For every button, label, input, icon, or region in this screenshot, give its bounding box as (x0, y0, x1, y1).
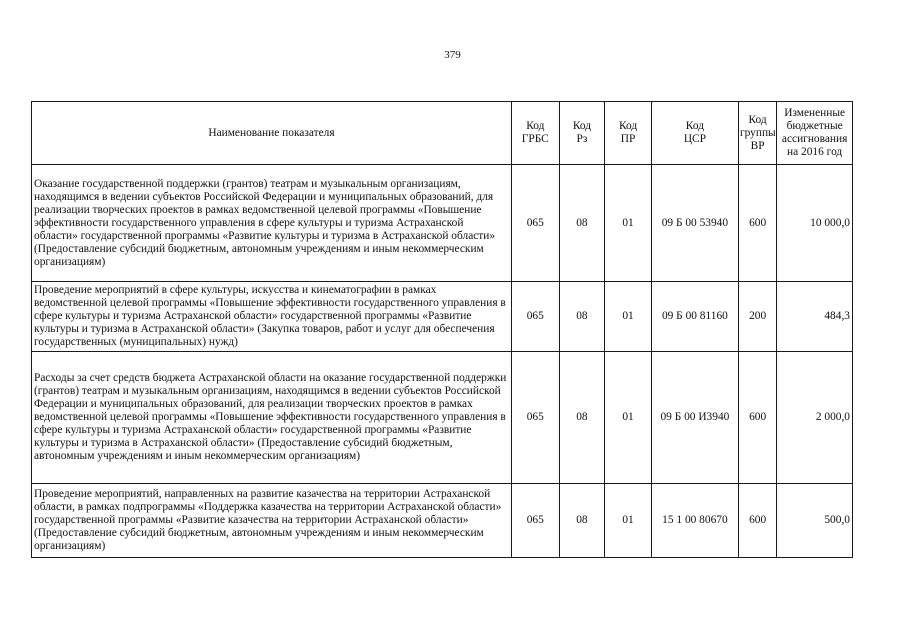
header-pr-code: Код ПР (605, 102, 652, 165)
row-pr-code: 01 (605, 352, 652, 484)
row-grbs-code: 065 (511, 352, 559, 484)
row-csr-code: 09 Б 00 53940 (651, 165, 738, 282)
row-rz-code: 08 (559, 352, 605, 484)
table-row (32, 352, 853, 484)
table-row (32, 282, 853, 352)
row-csr-code: 09 Б 00 81160 (651, 282, 738, 352)
row-indicator-name: Проведение мероприятий в сфере культуры, искусства и кинематографии в рамках ведомственной целевой программы «Повышение эффективности государственного управления в сфере культуры и туризма Астраханской области» государственной программы «Развитие культуры и туризма в Астраханской области» (Закупка товаров, работ и услуг для обеспечения государственных (муниципальных) нужд) (32, 282, 512, 352)
row-indicator-name: Оказание государственной поддержки (грантов) театрам и музыкальным организациям, находящимся в ведении субъектов Российской Федерации и муниципальных образований, для реализации творческих проектов в рамках ведомственной целевой программы «Повышение эффективности государственного управления в сфере культуры и туризма Астраханской области» государственной программы «Развитие культуры и туризма в Астраханской области» (Предоставление субсидий бюджетным, автономным учреждениям и иным некоммерческим организациям) (32, 165, 512, 282)
row-vr-code: 600 (738, 352, 776, 484)
row-csr-code: 15 1 00 80670 (651, 484, 738, 558)
header-indicator-name: Наименование показателя (32, 102, 512, 165)
row-indicator-name: Расходы за счет средств бюджета Астраханской области на оказание государственной поддержки (грантов) театрам и музыкальным организациям, находящимся в ведении субъектов Российской Федерации и муниципальных образований, для реализации творческих проектов в рамках ведомственной целевой программы «Повышение эффективности государственного управления в сфере культуры и туризма Астраханской области» государственной программы «Развитие культуры и туризма в Астраханской области» (Предоставление субсидий бюджетным, автономным учреждениям и иным некоммерческим организациям) (32, 352, 512, 484)
row-csr-code: 09 Б 00 И3940 (651, 352, 738, 484)
table-row (32, 165, 853, 282)
budget-allocations-table (31, 101, 853, 558)
row-vr-code: 600 (738, 484, 776, 558)
row-pr-code: 01 (605, 282, 652, 352)
row-allocation-amount: 10 000,0 (777, 165, 853, 282)
page-number: 379 (444, 49, 461, 61)
header-grbs-code: Код ГРБС (511, 102, 559, 165)
row-allocation-amount: 2 000,0 (777, 352, 853, 484)
row-rz-code: 08 (559, 282, 605, 352)
header-changed-allocations-2016: Измененные бюджетные ассигнования на 2016 год (777, 102, 853, 165)
header-rz-code: Код Рз (559, 102, 605, 165)
table-row (32, 484, 853, 558)
row-grbs-code: 065 (511, 165, 559, 282)
header-csr-code: Код ЦСР (651, 102, 738, 165)
row-pr-code: 01 (605, 484, 652, 558)
row-rz-code: 08 (559, 165, 605, 282)
row-vr-code: 600 (738, 165, 776, 282)
row-rz-code: 08 (559, 484, 605, 558)
row-pr-code: 01 (605, 165, 652, 282)
header-vr-group-code: Код группы ВР (738, 102, 776, 165)
row-indicator-name: Проведение мероприятий, направленных на развитие казачества на территории Астраханской области, в рамках подпрограммы «Поддержка казачества на территории Астраханской области» государственной программы «Развитие казачества на территории Астраханской области» (Предоставление субсидий бюджетным, автономным учреждениям и иным некоммерческим организациям) (32, 484, 512, 558)
table-header-row (32, 102, 853, 165)
row-vr-code: 200 (738, 282, 776, 352)
row-allocation-amount: 500,0 (777, 484, 853, 558)
row-grbs-code: 065 (511, 282, 559, 352)
row-grbs-code: 065 (511, 484, 559, 558)
row-allocation-amount: 484,3 (777, 282, 853, 352)
